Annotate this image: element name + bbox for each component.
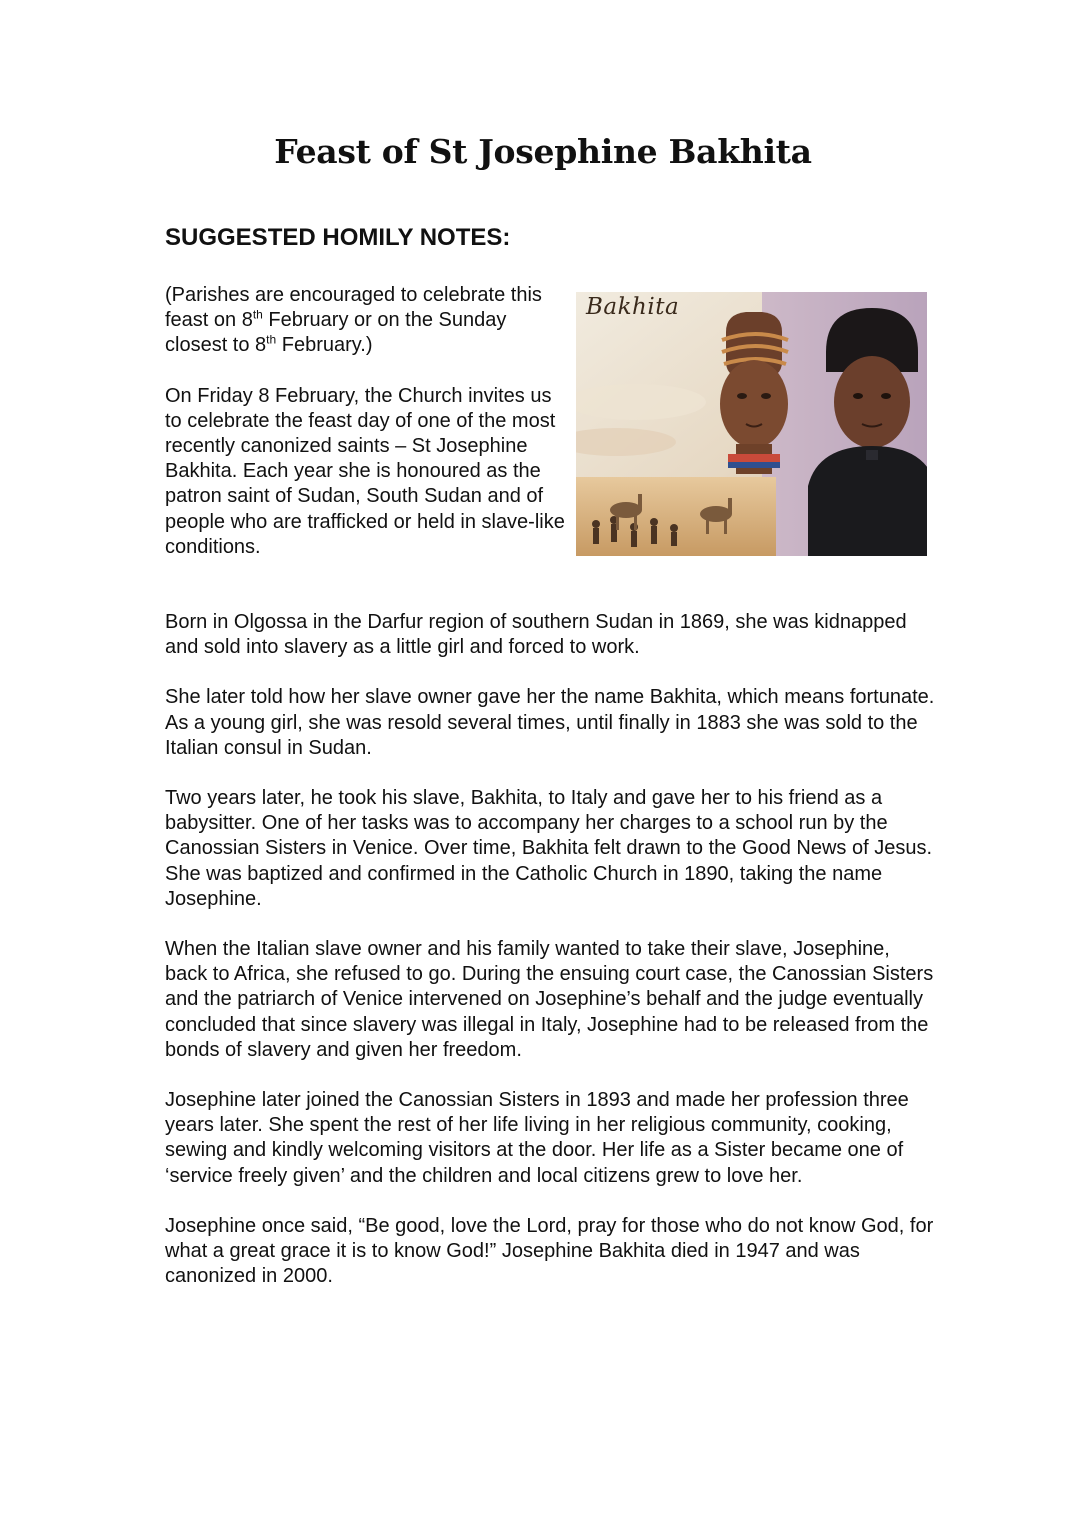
bakhita-illustration <box>576 292 927 556</box>
intro-paragraph: On Friday 8 February, the Church invites us to celebrate the feast day of one of the most recently canonized saints – St Josephine Bakhita. Each year she is honoured as the patron saint of Sudan, South Sudan and of people who are trafficked or held in slave-like conditions. <box>165 384 565 558</box>
parish-note-text-3: February.) <box>276 334 373 357</box>
bakhita-artwork <box>576 292 927 556</box>
section-heading: SUGGESTED HOMILY NOTES: <box>165 224 511 251</box>
paragraph-name: She later told how her slave owner gave her the name Bakhita, which means fortunate. As a young girl, she was resold several times, until finally in 1883 she was sold to the Italian consul in Sudan. <box>165 686 935 759</box>
ordinal-suffix: th <box>266 332 277 347</box>
paragraph-quote: Josephine once said, “Be good, love the Lord, pray for those who do not know God, for what a great grace it is to know God!” Josephine Bakhita died in 1947 and was canonized in 2000. <box>165 1214 934 1288</box>
intro-column <box>165 283 565 585</box>
figure-caption: Bakhita <box>586 294 680 320</box>
paragraph-birth: Born in Olgossa in the Darfur region of southern Sudan in 1869, she was kidnapped and sold into slavery as a little girl and forced to work. <box>165 611 907 659</box>
paragraph-italy: Two years later, he took his slave, Bakhita, to Italy and gave her to his friend as a babysitter. One of her tasks was to accompany her charges to a school run by the Canossian Sisters in Venice. Over time, Bakhita felt drawn to the Good News of Jesus. She was baptized and confirmed in the Catholic Church in 1890, taking the name Josephine. <box>165 787 933 910</box>
paragraph-canossian: Josephine later joined the Canossian Sisters in 1893 and made her profession three years later. She spent the rest of her life living in her religious community, cooking, sewing and kindly welcoming visitors at the door. Her life as a Sister became one of ‘service freely given’ and the children and local citizens grew to love her. <box>165 1089 909 1187</box>
ordinal-suffix: th <box>252 307 263 322</box>
parish-note-text-1: (Parishes are encouraged to celebrate this feast on 8 <box>165 284 542 332</box>
main-column <box>165 610 935 1314</box>
parish-note-text-2: February or on the Sunday closest to 8 <box>165 309 507 357</box>
parish-note <box>165 283 565 359</box>
paragraph-court-case: When the Italian slave owner and his family wanted to take their slave, Josephine, back to Africa, she refused to go. During the ensuing court case, the Canossian Sisters and the patriarch of Venice intervened on Josephine’s behalf and the judge eventually concluded that since slavery was illegal in Italy, Josephine had to be released from the bonds of slavery and given her freedom. <box>165 938 934 1061</box>
page-title: Feast of St Josephine Bakhita <box>274 132 812 171</box>
